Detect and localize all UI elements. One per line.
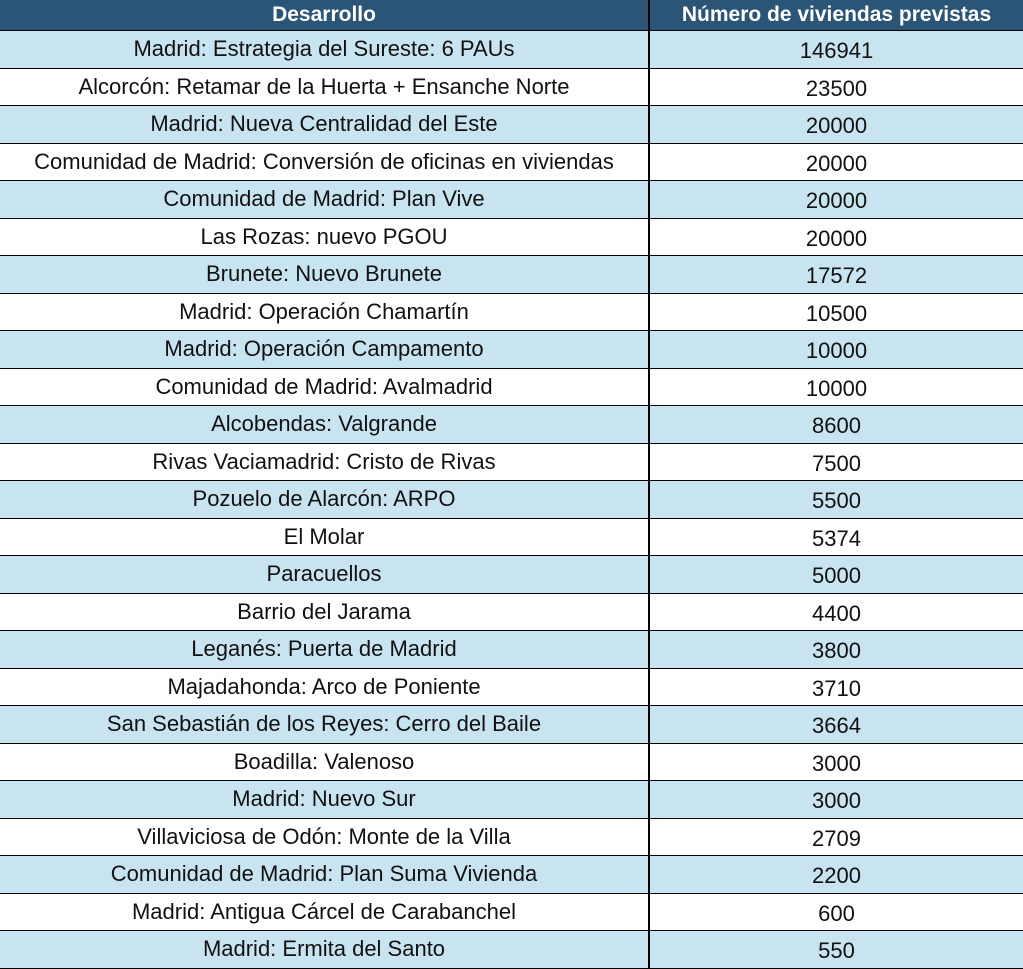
cell-viviendas: 550 xyxy=(649,931,1023,969)
table-row xyxy=(0,143,1023,181)
cell-viviendas: 600 xyxy=(649,893,1023,931)
cell-desarrollo: Comunidad de Madrid: Plan Vive xyxy=(0,181,649,219)
table-row xyxy=(0,256,1023,294)
cell-viviendas: 7500 xyxy=(649,443,1023,481)
cell-viviendas: 20000 xyxy=(649,218,1023,256)
table-row xyxy=(0,556,1023,594)
cell-desarrollo: Brunete: Nuevo Brunete xyxy=(0,256,649,294)
table-body xyxy=(0,31,1023,969)
cell-desarrollo: Comunidad de Madrid: Plan Suma Vivienda xyxy=(0,856,649,894)
table-row xyxy=(0,856,1023,894)
table-row xyxy=(0,931,1023,969)
cell-viviendas: 20000 xyxy=(649,181,1023,219)
table-row xyxy=(0,481,1023,519)
table-row xyxy=(0,406,1023,444)
cell-desarrollo: Alcorcón: Retamar de la Huerta + Ensanche Norte xyxy=(0,68,649,106)
cell-desarrollo: Alcobendas: Valgrande xyxy=(0,406,649,444)
table-row xyxy=(0,518,1023,556)
table-row xyxy=(0,706,1023,744)
table-row xyxy=(0,893,1023,931)
cell-desarrollo: Paracuellos xyxy=(0,556,649,594)
cell-viviendas: 5374 xyxy=(649,518,1023,556)
cell-desarrollo: Pozuelo de Alarcón: ARPO xyxy=(0,481,649,519)
cell-viviendas: 23500 xyxy=(649,68,1023,106)
cell-viviendas: 3000 xyxy=(649,743,1023,781)
table-row xyxy=(0,181,1023,219)
table-row xyxy=(0,593,1023,631)
cell-desarrollo: Comunidad de Madrid: Conversión de oficinas en viviendas xyxy=(0,143,649,181)
cell-viviendas: 8600 xyxy=(649,406,1023,444)
cell-desarrollo: Madrid: Nueva Centralidad del Este xyxy=(0,106,649,144)
cell-viviendas: 20000 xyxy=(649,143,1023,181)
table-row xyxy=(0,368,1023,406)
cell-desarrollo: Barrio del Jarama xyxy=(0,593,649,631)
table-row xyxy=(0,293,1023,331)
cell-viviendas: 3800 xyxy=(649,631,1023,669)
table-row xyxy=(0,818,1023,856)
table-row xyxy=(0,218,1023,256)
cell-desarrollo: Madrid: Antigua Cárcel de Carabanchel xyxy=(0,893,649,931)
cell-desarrollo: Las Rozas: nuevo PGOU xyxy=(0,218,649,256)
cell-desarrollo: Madrid: Operación Campamento xyxy=(0,331,649,369)
cell-desarrollo: Madrid: Nuevo Sur xyxy=(0,781,649,819)
cell-desarrollo: Madrid: Operación Chamartín xyxy=(0,293,649,331)
cell-viviendas: 10000 xyxy=(649,331,1023,369)
cell-viviendas: 3000 xyxy=(649,781,1023,819)
cell-viviendas: 3710 xyxy=(649,668,1023,706)
cell-viviendas: 4400 xyxy=(649,593,1023,631)
table-row xyxy=(0,106,1023,144)
cell-desarrollo: Majadahonda: Arco de Poniente xyxy=(0,668,649,706)
cell-desarrollo: Madrid: Estrategia del Sureste: 6 PAUs xyxy=(0,31,649,69)
cell-viviendas: 2709 xyxy=(649,818,1023,856)
cell-viviendas: 20000 xyxy=(649,106,1023,144)
cell-viviendas: 2200 xyxy=(649,856,1023,894)
table-row xyxy=(0,668,1023,706)
cell-desarrollo: Madrid: Ermita del Santo xyxy=(0,931,649,969)
cell-desarrollo: Comunidad de Madrid: Avalmadrid xyxy=(0,368,649,406)
header-numero-viviendas: Número de viviendas previstas xyxy=(649,0,1023,31)
header-desarrollo: Desarrollo xyxy=(0,0,649,31)
cell-viviendas: 17572 xyxy=(649,256,1023,294)
cell-desarrollo: Rivas Vaciamadrid: Cristo de Rivas xyxy=(0,443,649,481)
header-row xyxy=(0,0,1023,31)
cell-viviendas: 5500 xyxy=(649,481,1023,519)
table-row xyxy=(0,781,1023,819)
cell-desarrollo: Villaviciosa de Odón: Monte de la Villa xyxy=(0,818,649,856)
cell-desarrollo: Boadilla: Valenoso xyxy=(0,743,649,781)
table-row xyxy=(0,743,1023,781)
table-header xyxy=(0,0,1023,31)
table-row xyxy=(0,443,1023,481)
cell-desarrollo: Leganés: Puerta de Madrid xyxy=(0,631,649,669)
cell-viviendas: 3664 xyxy=(649,706,1023,744)
table-row xyxy=(0,68,1023,106)
cell-viviendas: 146941 xyxy=(649,31,1023,69)
cell-viviendas: 10000 xyxy=(649,368,1023,406)
cell-viviendas: 10500 xyxy=(649,293,1023,331)
table-row xyxy=(0,331,1023,369)
cell-desarrollo: El Molar xyxy=(0,518,649,556)
cell-viviendas: 5000 xyxy=(649,556,1023,594)
table-row xyxy=(0,631,1023,669)
table-row xyxy=(0,31,1023,69)
cell-desarrollo: San Sebastián de los Reyes: Cerro del Baile xyxy=(0,706,649,744)
